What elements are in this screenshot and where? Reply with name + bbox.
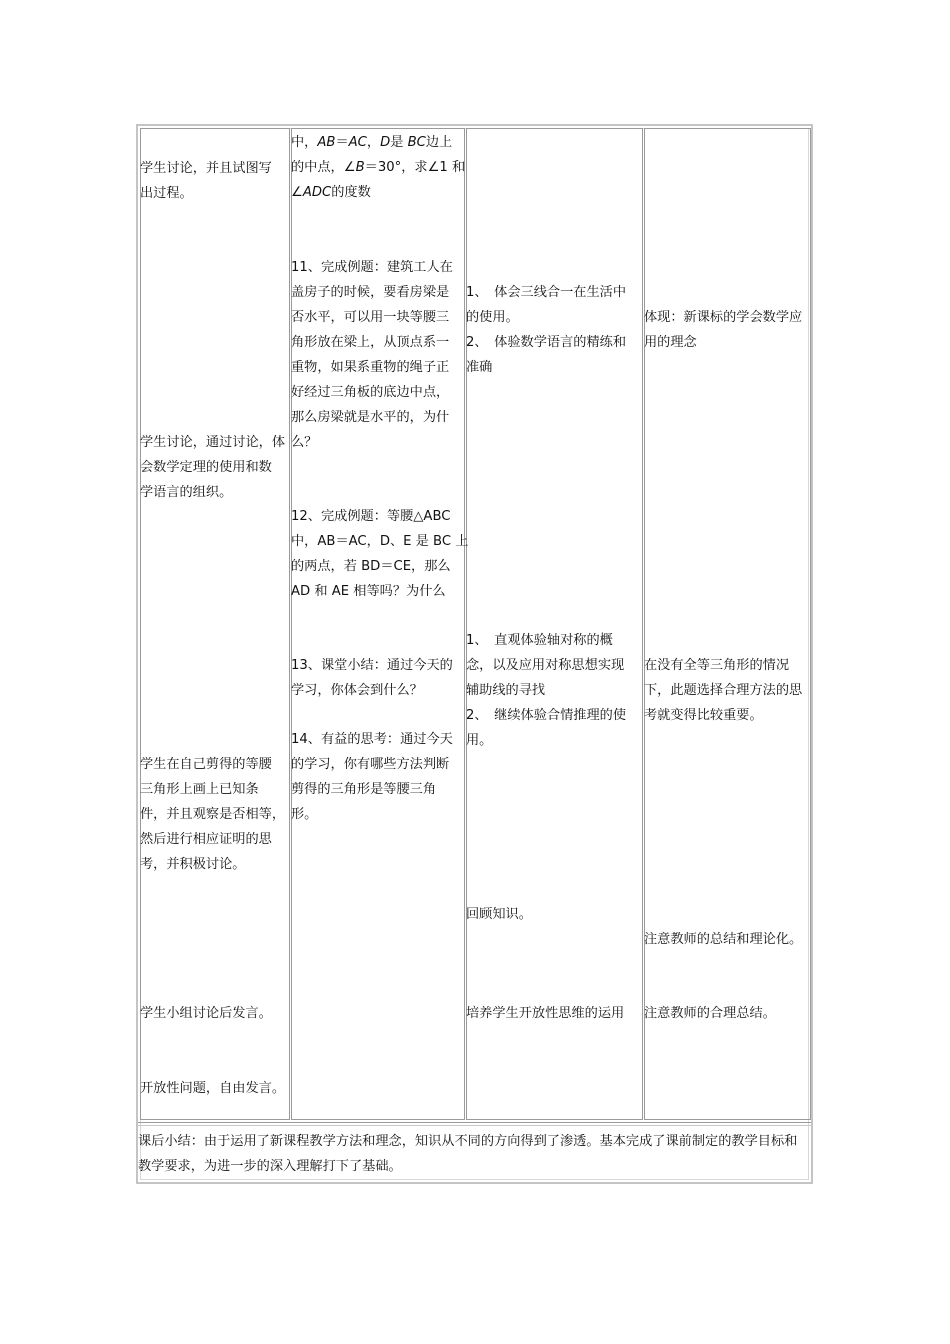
- student-activity-1: [140, 156, 272, 206]
- text-line: 学生讨论，通过讨论，体: [140, 435, 286, 450]
- note-2: [644, 653, 802, 728]
- text-line: 准确: [466, 360, 493, 375]
- text-line: 否水平，可以用一块等腰三: [291, 310, 450, 325]
- text-line: 好经过三角板的底边中点，: [291, 385, 450, 400]
- text-line: 体现：新课标的学会数学应: [644, 310, 803, 325]
- student-activity-5: 开放性问题，自由发言。: [140, 1081, 286, 1096]
- notes-column: [644, 128, 811, 1120]
- text-line: 1、 直观体验轴对称的概: [466, 633, 613, 648]
- text-line: 重物，如果系重物的绳子正: [291, 360, 450, 375]
- student-activity-column: [140, 128, 290, 1120]
- text-line: 中，AB＝AC，D是 BC边上: [291, 135, 453, 150]
- exercise-13-text: [291, 653, 453, 703]
- text-line: 念，以及应用对称思想实现: [466, 658, 625, 673]
- text-line: 14、有益的思考：通过今天: [291, 732, 453, 747]
- text-line: 考就变得比较重要。: [644, 708, 763, 723]
- text-line: 用。: [466, 733, 493, 748]
- text-line: ∠ADC的度数: [291, 185, 371, 200]
- exercise-10-text: [291, 130, 465, 205]
- note-1: [644, 305, 802, 355]
- lesson-summary: 课后小结：由于运用了新课程教学方法和理念，知识从不同的方向得到了渗透。基本完成了课前制定的教学目标和教学要求，为进一步的深入理解打下了基础。: [138, 1134, 798, 1174]
- text-line: 么？: [291, 435, 318, 450]
- text-line: 在没有全等三角形的情况: [644, 658, 790, 673]
- exercise-14-text: [291, 727, 453, 827]
- text-line: 出过程。: [140, 186, 193, 201]
- text-line: 学生在自己剪得的等腰: [140, 757, 272, 772]
- row-divider-inner: [138, 1125, 811, 1126]
- lesson-plan-table: [136, 124, 813, 1184]
- text-line: 剪得的三角形是等腰三角: [291, 782, 437, 797]
- text-line: 三角形上画上已知条: [140, 782, 259, 797]
- text-line: 13、课堂小结：通过今天的: [291, 658, 453, 673]
- text-line: 那么房梁就是水平的，为什: [291, 410, 450, 425]
- student-activity-2: [140, 430, 285, 505]
- text-line: 中，AB＝AC，D、E 是 BC 上: [291, 534, 469, 549]
- text-line: 盖房子的时候，要看房梁是: [291, 285, 450, 300]
- design-intent-4: 培养学生开放性思维的运用: [466, 1006, 625, 1021]
- text-line: 用的理念: [644, 335, 697, 350]
- note-3: 注意教师的总结和理论化。: [644, 932, 803, 947]
- exercise-11-text: [291, 255, 453, 455]
- design-intent-3: 回顾知识。: [466, 907, 532, 922]
- text-line: 的中点，∠B＝30°，求∠1 和: [291, 160, 466, 175]
- exercise-12-text: [291, 504, 468, 604]
- text-line: 件，并且观察是否相等，: [140, 807, 286, 822]
- design-intent-2: [466, 628, 626, 753]
- text-line: 11、完成例题：建筑工人在: [291, 260, 453, 275]
- text-line: 1、 体会三线合一在生活中: [466, 285, 627, 300]
- text-line: 形。: [291, 807, 318, 822]
- text-line: 的学习，你有哪些方法判断: [291, 757, 450, 772]
- text-line: 考，并积极讨论。: [140, 857, 246, 872]
- text-line: 学生讨论，并且试图写: [140, 161, 272, 176]
- text-line: 下，此题选择合理方法的思: [644, 683, 803, 698]
- text-line: 2、 继续体验合情推理的使: [466, 708, 627, 723]
- text-line: 的使用。: [466, 310, 519, 325]
- text-line: 12、完成例题：等腰△ABC: [291, 509, 451, 524]
- note-4: 注意教师的合理总结。: [644, 1006, 776, 1021]
- text-line: 然后进行相应证明的思: [140, 832, 272, 847]
- text-line: 角形放在梁上，从顶点系一: [291, 335, 450, 350]
- student-activity-3: [140, 752, 285, 877]
- text-line: 学习，你体会到什么？: [291, 683, 423, 698]
- text-line: 2、 体验数学语言的精练和: [466, 335, 627, 350]
- design-intent-1: [466, 280, 626, 380]
- text-line: 学语言的组织。: [140, 485, 233, 500]
- text-line: 的两点，若 BD＝CE，那么: [291, 559, 451, 574]
- text-line: 会数学定理的使用和数: [140, 460, 272, 475]
- row-divider: [138, 1122, 811, 1123]
- text-line: AD 和 AE 相等吗？为什么: [291, 584, 446, 599]
- text-line: 辅助线的寻找: [466, 683, 546, 698]
- student-activity-4: 学生小组讨论后发言。: [140, 1006, 272, 1021]
- design-intent-column: [466, 128, 643, 1120]
